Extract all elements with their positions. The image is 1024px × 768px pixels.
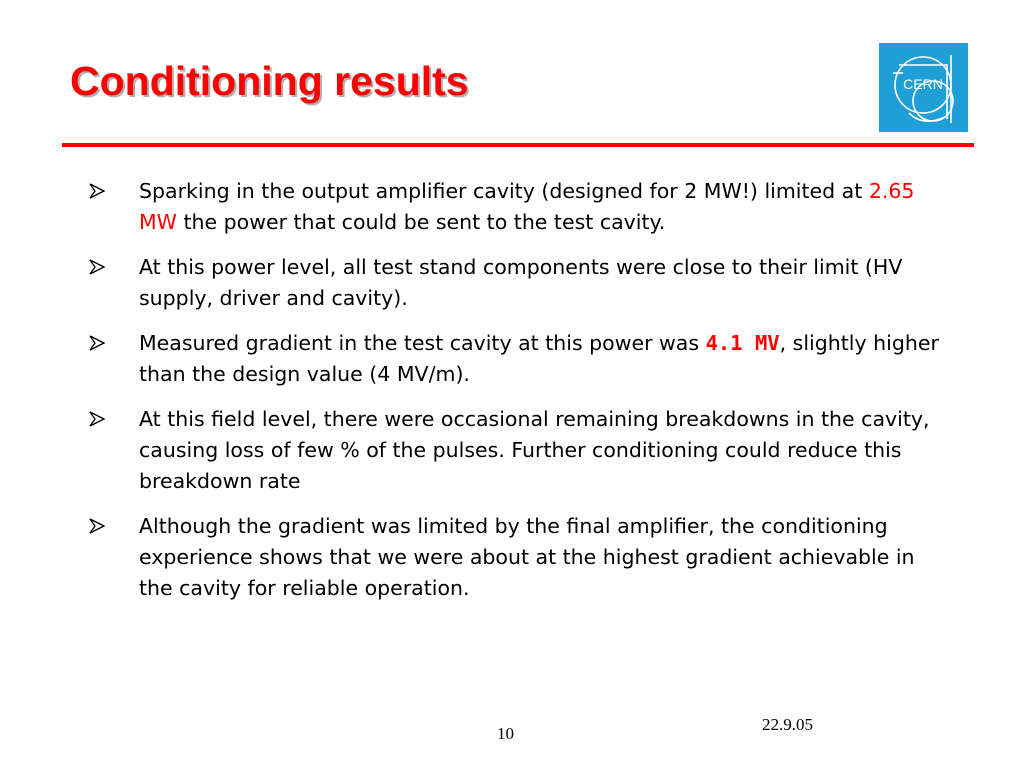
list-item [89, 252, 949, 314]
bullet-text-tail: the power that could be sent to the test cavity. [176, 210, 666, 234]
bullet-highlight: 2.65 MW [139, 179, 915, 234]
slide-title: Conditioning results [70, 58, 469, 104]
arrow-bullet-icon [89, 183, 105, 199]
bullet-text: At this field level, there were occasional remaining breakdowns in the cavity, causing loss of few % of the pulses. Further conditioning could reduce this breakdown rate [139, 407, 930, 493]
list-item [89, 404, 949, 497]
bullet-text-tail: , slightly higher than the design value (4 MV/m). [139, 331, 939, 386]
arrow-bullet-icon [89, 411, 105, 427]
arrow-bullet-icon [89, 518, 105, 534]
arrow-bullet-icon [89, 335, 105, 351]
bullet-text: Measured gradient in the test cavity at this power was [139, 331, 706, 355]
list-item [89, 176, 949, 238]
bullet-text: At this power level, all test stand components were close to their limit (HV supply, driver and cavity). [139, 255, 903, 310]
list-item [89, 328, 949, 390]
bullet-text: Although the gradient was limited by the final amplifier, the conditioning experience shows that we were about at the highest gradient achievable in the cavity for reliable operation. [139, 514, 915, 600]
bullet-text: Sparking in the output amplifier cavity (designed for 2 MW!) limited at [139, 179, 869, 203]
bullet-highlight: 4.1 MV [705, 331, 780, 355]
slide-date: 22.9.05 [762, 715, 813, 734]
page-number: 10 [497, 724, 514, 743]
list-item [89, 511, 949, 604]
logo-text: CERN [903, 76, 943, 92]
bullet-list [89, 176, 949, 618]
cern-logo-icon [879, 43, 968, 132]
title-rule [62, 143, 974, 147]
arrow-bullet-icon [89, 259, 105, 275]
